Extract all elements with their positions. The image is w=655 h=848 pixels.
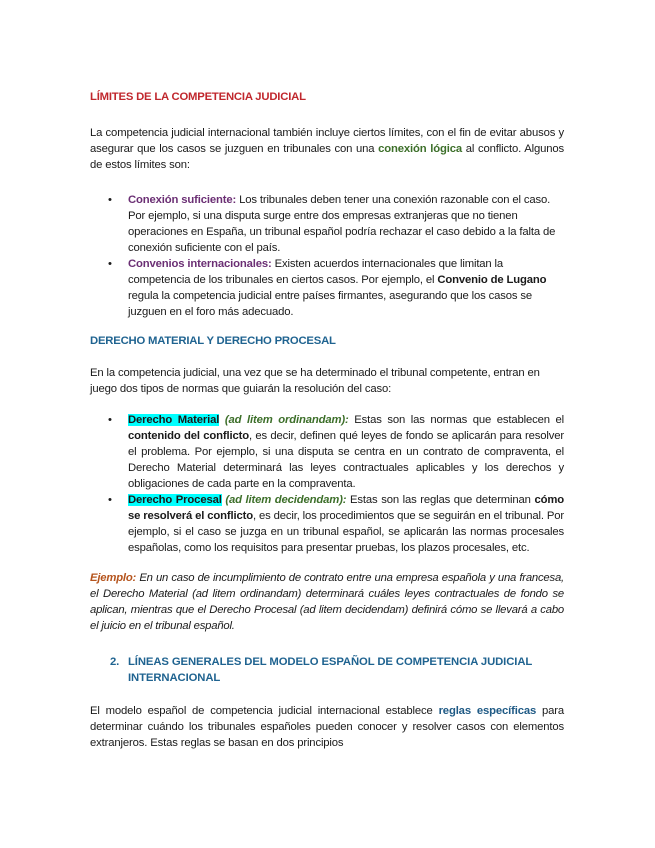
bullet-icon: • [108,414,112,426]
highlight-conexion-logica: conexión lógica [378,143,463,155]
bullet-icon: • [108,494,112,506]
example-paragraph: Ejemplo: En un caso de incumplimiento de contrato entre una empresa española y una francesa, el Derecho Material (ad litem ordinandam) determinará cuáles leyes contractuales de fondo se aplican, mientras que el Derecho Procesal (ad litem decidendam) definirá cómo se llevará a cabo el juicio en el tribunal español. [90,572,564,632]
section-number: 2. [110,656,120,668]
section-heading-limites: LÍMITES DE LA COMPETENCIA JUDICIAL [90,91,306,103]
bullet-icon: • [108,194,112,206]
latin-ordinandam: (ad litem ordinandam): [224,414,349,426]
list-item: • Derecho Procesal (ad litem decidendam): Estas son las reglas que determinan cómo se resolverá el conflicto, es decir, los procedimientos que se seguirán en el tribunal. Por ejemplo, si el caso se juzga en un tribunal español, se aplicarán las normas procesales españolas, como los requisitos para presentar pruebas, los plazos procesales, etc. [108,494,564,554]
list-item: • Derecho Material (ad litem ordinandam): Estas son las normas que establecen el contenido del conflicto, es decir, definen qué leyes de fondo se aplicarán para resolver el problema. Por ejemplo, si una disputa se centra en un contrato de compraventa, el Derecho Material determinará las leyes contractuales aplicables y los derechos y obligaciones de cada parte en la compraventa. [108,414,564,490]
list-item: • Conexión suficiente: Los tribunales deben tener una conexión razonable con el caso. Por ejemplo, si una disputa surge entre dos empresas extranjeras que no tienen operaciones en España, un tribunal español podría rechazar el caso debido a la falta de conexión suficiente con el país. [108,194,556,254]
latin-decidendam: (ad litem decidendam): [225,494,347,506]
section-heading-lineas-generales: 2. LÍNEAS GENERALES DEL MODELO ESPAÑOL DE COMPETENCIA JUDICIAL INTERNACIONAL [110,656,532,684]
como-se-resolvera: cómo se resolverá el conflicto [128,494,564,522]
modelo-intro-paragraph: El modelo español de competencia judicial internacional establece reglas específicas para determinar cuándo los tribunales españoles pueden conocer y resolver casos con elementos extranjeros. Estas reglas se basan en dos principios [90,705,564,749]
convenio-lugano: Convenio de Lugano [437,274,547,286]
document-content [90,91,564,751]
limites-list [90,192,564,320]
highlight-reglas-especificas: reglas específicas [438,705,537,717]
bullet-icon: • [108,258,112,270]
term-derecho-material: Derecho Material [128,414,220,426]
term-derecho-procesal: Derecho Procesal [128,494,222,506]
term-conexion-suficiente: Conexión suficiente: [128,194,237,206]
limites-intro-paragraph: La competencia judicial internacional también incluye ciertos límites, con el fin de evitar abusos y asegurar que los casos se juzguen en tribunales con una conexión lógica al conflicto. Algunos de estos límites son: [90,127,564,171]
contenido-del-conflicto: contenido del conflicto [128,430,249,442]
example-label: Ejemplo: [90,572,137,584]
derecho-intro-paragraph: En la competencia judicial, una vez que se ha determinado el tribunal competente, entran en juego dos tipos de normas que guiarán la resolución del caso: [90,367,540,395]
list-item: • Convenios internacionales: Existen acuerdos internacionales que limitan la competencia de los tribunales en ciertos casos. Por ejemplo, el Convenio de Lugano regula la competencia judicial entre países firmantes, asegurando que los casos se juzguen en el foro más adecuado. [108,258,547,318]
term-convenios-internacionales: Convenios internacionales: [128,258,272,270]
derecho-list [90,412,564,556]
section-heading-derecho: DERECHO MATERIAL Y DERECHO PROCESAL [90,335,336,347]
